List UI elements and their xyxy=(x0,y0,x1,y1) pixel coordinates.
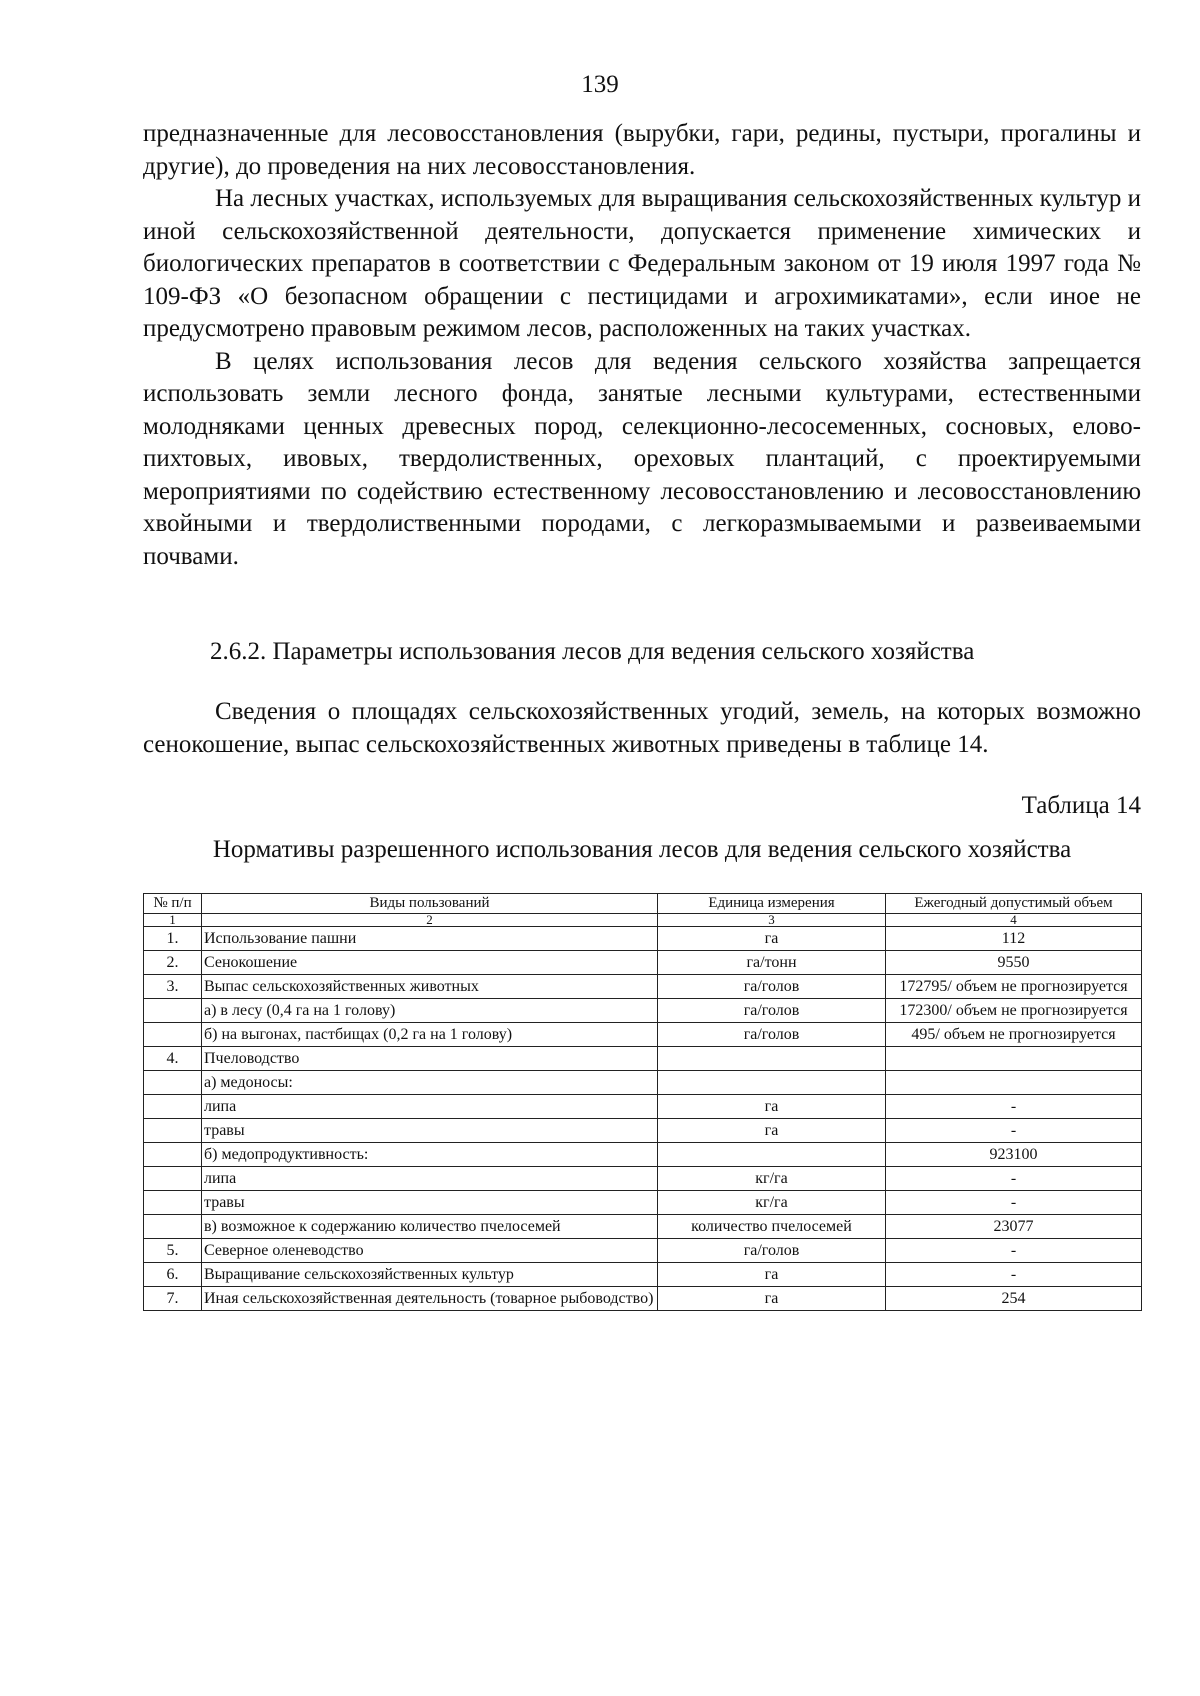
table-row xyxy=(144,1167,1142,1191)
table-label: Таблица 14 xyxy=(1021,792,1141,819)
table-row xyxy=(144,1071,1142,1095)
header-num: № п/п xyxy=(144,894,202,914)
table-title: Нормативы разрешенного использования лесов для ведения сельского хозяйства xyxy=(212,836,1072,863)
table-row xyxy=(144,1239,1142,1263)
annual-volume: 9550 xyxy=(886,951,1142,975)
annual-volume: 923100 xyxy=(886,1143,1142,1167)
unit-of-measure: количество пчелосемей xyxy=(658,1215,886,1239)
annual-volume: - xyxy=(886,1263,1142,1287)
column-number: 1 xyxy=(144,914,202,927)
row-number: 7. xyxy=(144,1287,202,1311)
table-row xyxy=(144,951,1142,975)
paragraph-3: В целях использования лесов для ведения сельского хозяйства запрещается использовать земли лесного фонда, занятые лесными культурами, естественными молодняками ценных древесных пород, селекционно-лесосеменных, сосновых, елово-пихтовых, ивовых, твердолиственных, ореховых плантаций, с проектируемыми мероприятиями по содействию естественному лесовосстановлению и лесовосстановлению хвойными и твердолиственными породами, с легкоразмываемыми и развеиваемыми почвами. xyxy=(143,347,1141,570)
use-type: травы xyxy=(202,1191,658,1215)
table-header-row xyxy=(144,894,1142,914)
annual-volume: - xyxy=(886,1167,1142,1191)
unit-of-measure: кг/га xyxy=(658,1167,886,1191)
row-number xyxy=(144,1095,202,1119)
unit-of-measure xyxy=(658,1047,886,1071)
use-type: травы xyxy=(202,1119,658,1143)
table-body xyxy=(144,927,1142,1311)
annual-volume: 23077 xyxy=(886,1215,1142,1239)
unit-of-measure: га xyxy=(658,1119,886,1143)
table-row xyxy=(144,1095,1142,1119)
use-type: а) медоносы: xyxy=(202,1071,658,1095)
use-type: б) медопродуктивность: xyxy=(202,1143,658,1167)
row-number xyxy=(144,1119,202,1143)
row-number xyxy=(144,999,202,1023)
row-number: 6. xyxy=(144,1263,202,1287)
use-type: Пчеловодство xyxy=(202,1047,658,1071)
use-type: б) на выгонах, пастбищах (0,2 га на 1 голову) xyxy=(202,1023,658,1047)
table-row xyxy=(144,1287,1142,1311)
row-number: 3. xyxy=(144,975,202,999)
intro-paragraph: Сведения о площадях сельскохозяйственных угодий, земель, на которых возможно сенокошение, выпас сельскохозяйственных животных приведены в таблице 14. xyxy=(143,698,1141,758)
table-row xyxy=(144,1143,1142,1167)
table-row xyxy=(144,1047,1142,1071)
table-row xyxy=(144,999,1142,1023)
annual-volume xyxy=(886,1047,1142,1071)
annual-volume: 254 xyxy=(886,1287,1142,1311)
annual-volume: 172795/ объем не прогнозируется xyxy=(886,975,1142,999)
use-type: Северное оленеводство xyxy=(202,1239,658,1263)
use-type: липа xyxy=(202,1095,658,1119)
table-row xyxy=(144,1023,1142,1047)
row-number: 1. xyxy=(144,927,202,951)
row-number xyxy=(144,1167,202,1191)
column-number-row xyxy=(144,914,1142,927)
row-number: 4. xyxy=(144,1047,202,1071)
use-type: липа xyxy=(202,1167,658,1191)
row-number xyxy=(144,1215,202,1239)
unit-of-measure: га/голов xyxy=(658,975,886,999)
row-number xyxy=(144,1023,202,1047)
annual-volume: 112 xyxy=(886,927,1142,951)
use-type: Выпас сельскохозяйственных животных xyxy=(202,975,658,999)
unit-of-measure: кг/га xyxy=(658,1191,886,1215)
unit-of-measure: га xyxy=(658,1287,886,1311)
body-text xyxy=(143,118,1141,573)
unit-of-measure: га/голов xyxy=(658,1239,886,1263)
header-type: Виды пользований xyxy=(202,894,658,914)
table-row xyxy=(144,1119,1142,1143)
use-type: Иная сельскохозяйственная деятельность (товарное рыбоводство) xyxy=(202,1287,658,1311)
annual-volume: - xyxy=(886,1119,1142,1143)
use-type: Сенокошение xyxy=(202,951,658,975)
use-type: Выращивание сельскохозяйственных культур xyxy=(202,1263,658,1287)
use-type: а) в лесу (0,4 га на 1 голову) xyxy=(202,999,658,1023)
column-number: 3 xyxy=(658,914,886,927)
row-number xyxy=(144,1191,202,1215)
annual-volume: - xyxy=(886,1095,1142,1119)
use-type: Использование пашни xyxy=(202,927,658,951)
unit-of-measure: га/голов xyxy=(658,999,886,1023)
annual-volume: - xyxy=(886,1239,1142,1263)
header-unit: Единица измерения xyxy=(658,894,886,914)
annual-volume: 495/ объем не прогнозируется xyxy=(886,1023,1142,1047)
unit-of-measure xyxy=(658,1071,886,1095)
unit-of-measure: га xyxy=(658,1263,886,1287)
annual-volume xyxy=(886,1071,1142,1095)
header-volume: Ежегодный допустимый объем xyxy=(886,894,1142,914)
table-row xyxy=(144,975,1142,999)
column-number: 2 xyxy=(202,914,658,927)
paragraph-1: предназначенные для лесовосстановления (вырубки, гари, редины, пустыри, прогалины и другие), до проведения на них лесовосстановления. xyxy=(143,120,1141,180)
table-row xyxy=(144,1191,1142,1215)
row-number: 5. xyxy=(144,1239,202,1263)
unit-of-measure: га/тонн xyxy=(658,951,886,975)
unit-of-measure xyxy=(658,1143,886,1167)
row-number xyxy=(144,1143,202,1167)
annual-volume: - xyxy=(886,1191,1142,1215)
unit-of-measure: га xyxy=(658,927,886,951)
use-type: в) возможное к содержанию количество пчелосемей xyxy=(202,1215,658,1239)
row-number: 2. xyxy=(144,951,202,975)
section-heading: 2.6.2. Параметры использования лесов для ведения сельского хозяйства xyxy=(210,638,975,665)
table-row xyxy=(144,1215,1142,1239)
column-number: 4 xyxy=(886,914,1142,927)
paragraph-2: На лесных участках, используемых для выращивания сельскохозяйственных культур и иной сельскохозяйственной деятельности, допускается применение химических и биологических препаратов в соответствии с Федеральным законом от 19 июля 1997 года № 109-ФЗ «О безопасном обращении с пестицидами и агрохимикатами», если иное не предусмотрено правовым режимом лесов, расположенных на таких участках. xyxy=(143,185,1141,342)
row-number xyxy=(144,1071,202,1095)
page-number: 139 xyxy=(581,71,619,98)
table-row xyxy=(144,927,1142,951)
unit-of-measure: га/голов xyxy=(658,1023,886,1047)
table-row xyxy=(144,1263,1142,1287)
norms-table xyxy=(143,893,1142,1311)
unit-of-measure: га xyxy=(658,1095,886,1119)
annual-volume: 172300/ объем не прогнозируется xyxy=(886,999,1142,1023)
